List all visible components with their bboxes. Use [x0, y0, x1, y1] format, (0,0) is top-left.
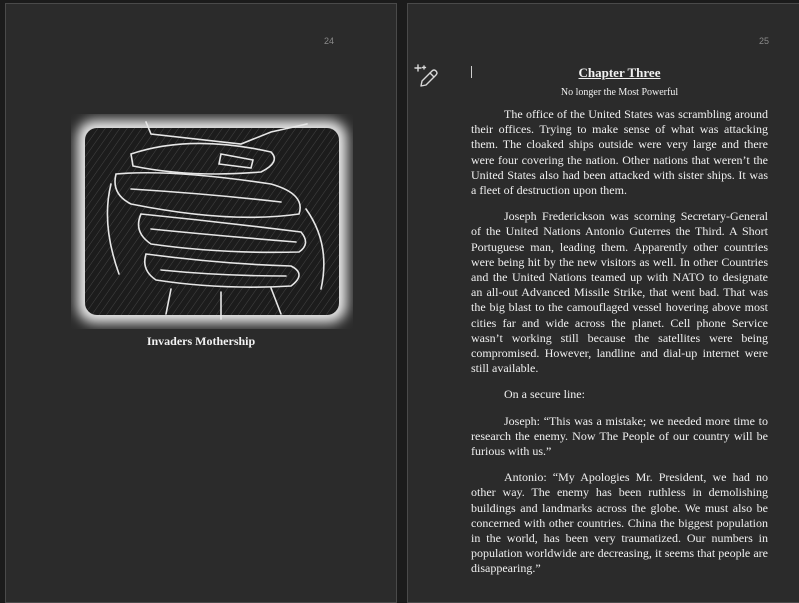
page-right	[407, 3, 799, 603]
chapter-subtitle: No longer the Most Powerful	[560, 87, 679, 98]
paragraph: The office of the United States was scrambling around their offices. Trying to make sense of what was attacking them. The cloaked ships outside were very large and there were four covering the nation. Other nations that weren’t the United States also had been attacked with sister ships. It was a fleet of destruction upon them.	[471, 107, 768, 198]
page-number: 25	[758, 36, 769, 46]
sparkle-pen-icon[interactable]	[413, 62, 439, 90]
chapter-title: Chapter Three	[578, 65, 661, 80]
mothership-illustration	[71, 114, 353, 329]
paragraph: Joseph Frederickson was scorning Secretary-General of the United Nations Antonio Guterres the Third. A Short Portuguese man, leading them. Apparently other countries were being hit by the new visitors as well. In other Countries and the United Nations teamed up with NATO to designate an all-out Advanced Missile Strike, that went bad. That was the big blast to the camouflaged vessel hovering above most cities far and wide across the planet. Cell phone Service wasn’t working still because the satellites were being compromised. However, landline and dial-up internet were still available.	[471, 209, 768, 376]
paragraph: On a secure line:	[504, 387, 585, 402]
paragraph: Joseph: “This was a mistake; we needed more time to research the enemy. Now The People of our country will be furious with us.”	[471, 413, 768, 459]
page-number: 24	[323, 36, 334, 46]
paragraph: Antonio: “My Apologies Mr. President, we had no other way. The enemy has been ruthless in demolishing buildings and landmarks across the globe. We must also be concerned with other countries. China the biggest population in the world, has been very traumatized. Our numbers in population worldwide are decreasing, it seems that people are disappearing.”	[471, 470, 768, 576]
chapter-body	[471, 64, 768, 588]
image-caption: Invaders Mothership	[146, 334, 256, 348]
page-left	[5, 3, 397, 603]
